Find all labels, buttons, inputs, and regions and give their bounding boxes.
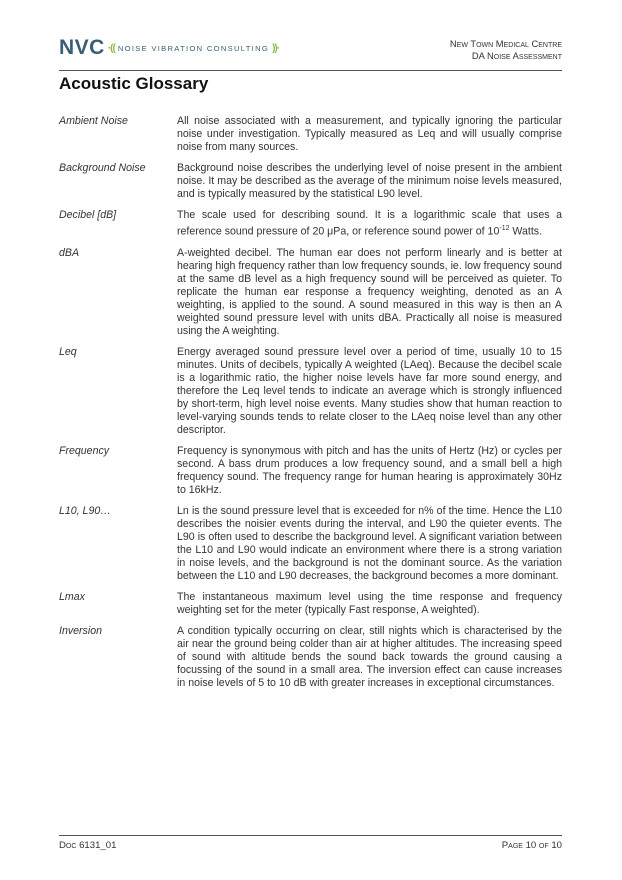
- glossary-entry: [59, 445, 562, 497]
- logo-subtitle: NOISE VIBRATION CONSULTING: [117, 43, 270, 53]
- page-header: [59, 28, 562, 70]
- definition-text: The scale used for describing sound. It is a logarithmic scale that uses a reference sound pressure of 20 μPa, or reference sound power of 10: [177, 209, 562, 238]
- glossary-term: L10, L90…: [59, 504, 111, 517]
- company-logo: [59, 36, 282, 60]
- glossary-entry: [59, 209, 562, 239]
- document-reference: Doc 6131_01: [59, 840, 117, 851]
- glossary-term: Background Noise: [59, 162, 146, 174]
- glossary-definition: The instantaneous maximum level using the time response and frequency weighting set for the meter (typically Fast response, A weighted).: [177, 590, 562, 616]
- header-divider: [59, 70, 562, 71]
- footer-divider: [59, 835, 562, 836]
- glossary-entry: [59, 115, 562, 154]
- glossary-entry: [59, 162, 562, 201]
- exponent: -12: [499, 225, 510, 232]
- project-line-1: New Town Medical Centre: [449, 38, 562, 49]
- glossary-definition: A-weighted decibel. The human ear does not perform linearly and is better at hearing high frequency rather than low frequency sounds, ie. low frequency sound at the same dB level as a high frequency sound will be perceived as quieter. To replicate the human ear response a frequency weighting, denoted as an A weighting, is applied to the sound. A sound measured in this way is then an A weighted sound pressure level with units dBA. Practically all noise is measured using the A weighting.: [177, 246, 562, 337]
- page-title: Acoustic Glossary: [59, 74, 209, 93]
- glossary-definition: All noise associated with a measurement, and typically ignoring the particular noise under investigation. Typically measured as Leq and will usually comprise noise from many sources.: [177, 115, 562, 153]
- glossary-definition: Frequency is synonymous with pitch and has the units of Hertz (Hz) or cycles per second. A bass drum produces a low frequency sound, and a small bell a high frequency sound. The frequency range for human hearing is approximately 30Hz to 16kHz.: [177, 444, 562, 496]
- glossary-definition: Ln is the sound pressure level that is exceeded for n% of the time. Hence the L10 describes the noisier events during the interval, and L90 the quieter events. The L90 is often used to describe the background level. A significant variation between the L10 and L90 would indicate an environment where there is a strong variation in noise levels, and the background is not the dominant source. As the variation between the L10 and L90 decreases, the background becomes a more dominant.: [177, 504, 562, 582]
- glossary-list: [59, 115, 562, 698]
- glossary-term: dBA: [59, 246, 80, 259]
- glossary-term: Inversion: [59, 624, 102, 637]
- glossary-entry: [59, 505, 562, 583]
- glossary-entry: [59, 346, 562, 437]
- glossary-term: Leq: [59, 345, 77, 358]
- glossary-entry: [59, 625, 562, 690]
- glossary-entry: [59, 247, 562, 338]
- glossary-term: Decibel [dB]: [59, 209, 117, 221]
- glossary-definition: [177, 209, 562, 239]
- glossary-entry: [59, 591, 562, 617]
- sound-wave-icon: ·((: [107, 42, 115, 54]
- logo-mark: NVC: [59, 36, 105, 59]
- glossary-term: Lmax: [59, 590, 85, 603]
- glossary-term: Frequency: [59, 444, 110, 457]
- definition-text: Watts.: [509, 225, 543, 238]
- project-line-2: DA Noise Assessment: [471, 50, 562, 61]
- project-title: [450, 38, 562, 62]
- glossary-definition: Energy averaged sound pressure level over a period of time, usually 10 to 15 minutes. Units of decibels, typically A weighted (LAeq). Because the decibel scale is a logarithmic ratio, the higher noise levels have far more sound energy, and therefore the Leq level tends to indicate an average which is strongly influenced by short-term, high level noise events. Many studies show that human reaction to level-varying sounds tends to relate closer to the LAeq noise level than any other descriptor.: [177, 345, 562, 436]
- glossary-definition: A condition typically occurring on clear, still nights which is characterised by the air near the ground being colder than air at higher altitudes. The increasing speed of sound with altitude bends the sound back towards the ground causing a focussing of the sound in a small area. The inversion effect can cause increases in noise levels of 5 to 10 dB with greater increases in exceptional circumstances.: [177, 624, 562, 689]
- page-number: Page 10 of 10: [501, 840, 562, 851]
- glossary-definition: Background noise describes the underlying level of noise present in the ambient noise. It may be described as the average of the minimum noise levels measured, and is typically measured by the statistical L90 level.: [177, 162, 562, 200]
- sound-wave-icon: ))·: [272, 42, 280, 54]
- glossary-term: Ambient Noise: [59, 115, 128, 127]
